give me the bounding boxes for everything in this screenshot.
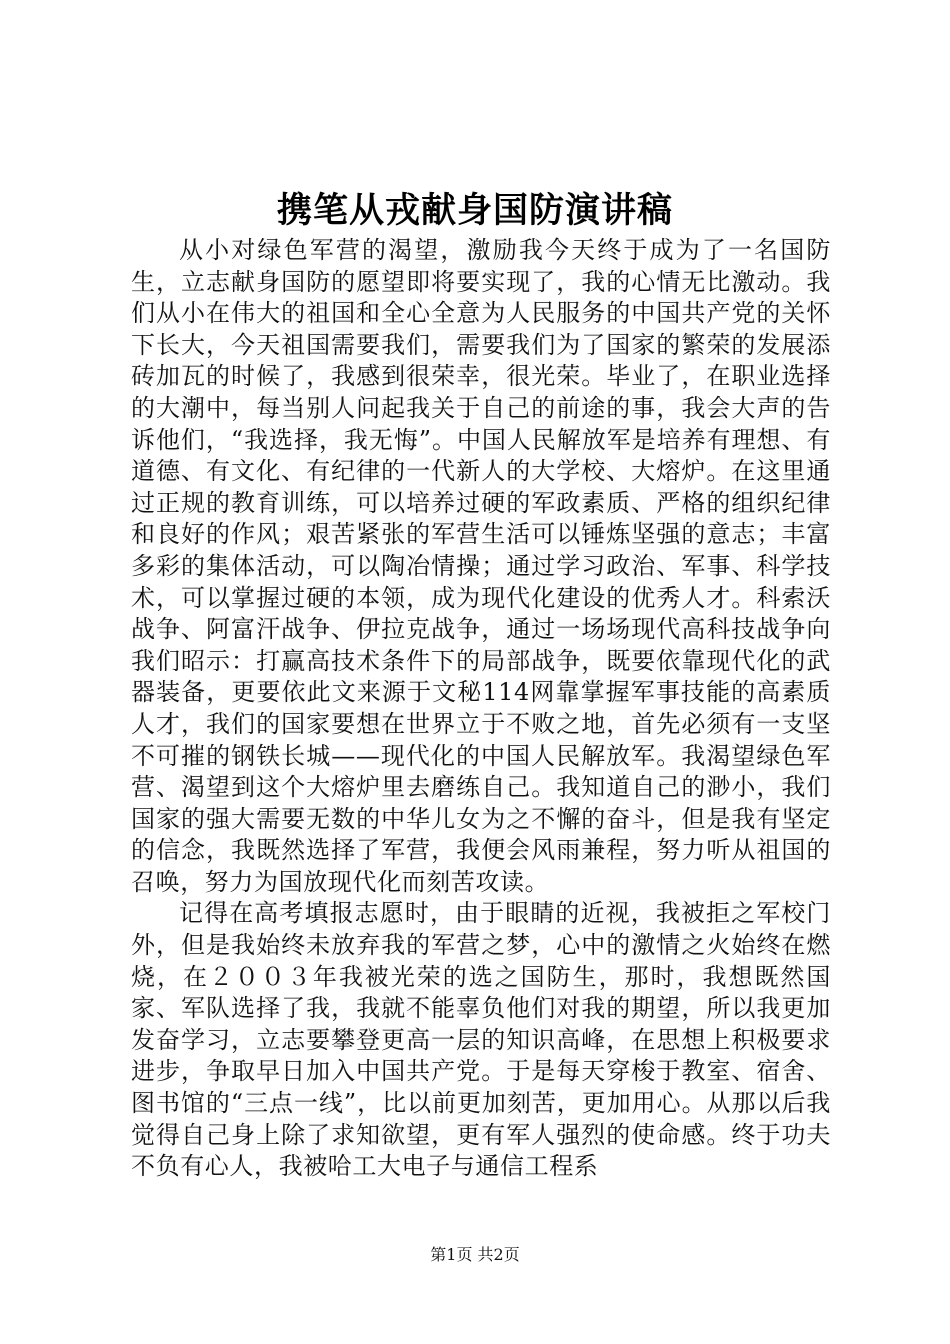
document-body (131, 235, 831, 1183)
document-title: 携笔从戎献身国防演讲稿 (276, 190, 673, 231)
paragraph-2: 记得在高考填报志愿时，由于眼睛的近视，我被拒之军校门外，但是我始终未放弃我的军营之梦，心中的激情之火始终在燃烧，在２００３年我被光荣的选之国防生，那时，我想既然国家、军队选择了我，我就不能辜负他们对我的期望，所以我更加发奋学习，立志要攀登更高一层的知识高峰，在思想上积极要求进步，争取早日加入中国共产党。于是每天穿梭于教室、宿舍、图书馆的“三点一线”，比以前更加刻苦，更加用心。从那以后我觉得自己身上除了求知欲望，更有军人强烈的使命感。终于功夫不负有心人，我被哈工大电子与通信工程系 (131, 899, 831, 1181)
paragraph-1: 从小对绿色军营的渴望，激励我今天终于成为了一名国防生，立志献身国防的愿望即将要实现了，我的心情无比激动。我们从小在伟大的祖国和全心全意为人民服务的中国共产党的关怀下长大，今天祖国需要我们，需要我们为了国家的繁荣的发展添砖加瓦的时候了，我感到很荣幸，很光荣。毕业了，在职业选择的大潮中，每当别人问起我关于自己的前途的事，我会大声的告诉他们，“我选择，我无悔”。中国人民解放军是培养有理想、有道德、有文化、有纪律的一代新人的大学校、大熔炉。在这里通过正规的教育训练，可以培养过硬的军政素质、严格的组织纪律和良好的作风；艰苦紧张的军营生活可以锤炼坚强的意志；丰富多彩的集体活动，可以陶冶情操；通过学习政治、军事、科学技术，可以掌握过硬的本领，成为现代化建设的优秀人才。科索沃战争、阿富汗战争、伊拉克战争，通过一场场现代高科技战争向我们昭示：打赢高技术条件下的局部战争，既要依靠现代化的武器装备，更要依此文来源于文秘114网靠掌握军事技能的高素质人才，我们的国家要想在世界立于不败之地，首先必须有一支坚不可摧的钢铁长城——现代化的中国人民解放军。我渴望绿色军营、渴望到这个大熔炉里去磨练自己。我知道自己的渺小，我们国家的强大需要无数的中华儿女为之不懈的奋斗，但是我有坚定的信念，我既然选择了军营，我便会风雨兼程，努力听从祖国的召唤，努力为国放现代化而刻苦攻读。 (131, 236, 831, 896)
page-number-footer: 第1页 共2页 (430, 1245, 520, 1264)
